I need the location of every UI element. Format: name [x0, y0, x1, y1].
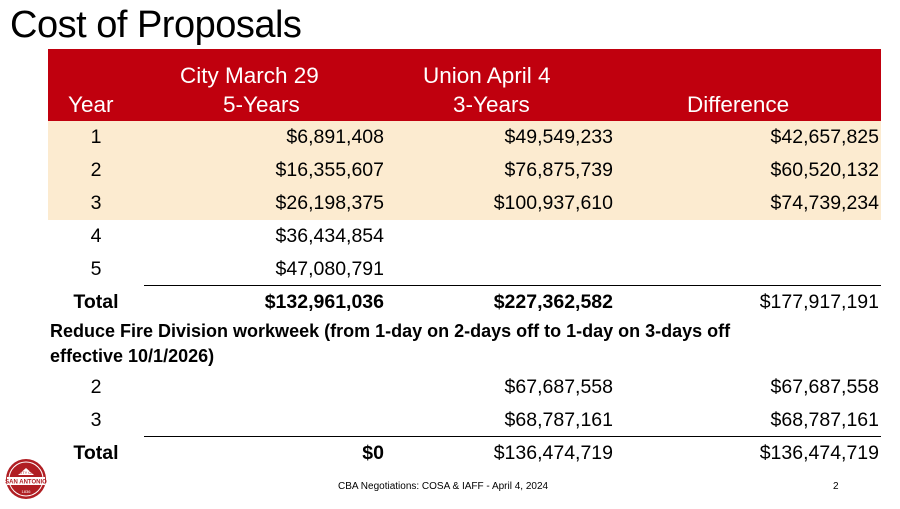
table-row	[48, 220, 881, 253]
note-line-2: effective 10/1/2026)	[50, 346, 215, 366]
table-header	[48, 49, 881, 121]
logo-top-text: CITY OF	[18, 470, 34, 475]
header-city-line2: 5-Years	[223, 92, 300, 117]
city-total: $132,961,036	[264, 291, 384, 313]
slide-title: Cost of Proposals	[10, 4, 302, 46]
year-cell: 2	[90, 376, 102, 398]
header-difference: Difference	[687, 92, 790, 117]
difference-cell: $74,739,234	[770, 192, 879, 214]
difference-cell: $67,687,558	[770, 376, 879, 398]
table-row	[48, 371, 881, 404]
union-cell: $67,687,558	[504, 376, 613, 398]
cost-table	[48, 49, 881, 470]
total-row	[48, 286, 881, 319]
table-row	[48, 187, 881, 220]
year-cell: 3	[90, 409, 102, 431]
union-cell: $100,937,610	[493, 192, 613, 214]
page-number: 2	[833, 481, 839, 492]
total-label: Total	[73, 291, 119, 313]
logo-year-text: 1836	[21, 489, 31, 494]
city-cell: $26,198,375	[275, 192, 384, 214]
city-cell: $6,891,408	[286, 126, 384, 148]
year-cell: 1	[90, 126, 102, 148]
city-cell: $36,434,854	[275, 225, 384, 247]
workweek-note	[48, 319, 881, 371]
table-row	[48, 253, 881, 286]
logo-main-text: SAN ANTONIO	[5, 479, 47, 486]
table-row	[48, 121, 881, 154]
union-cell: $76,875,739	[504, 159, 613, 181]
union-total: $227,362,582	[493, 291, 613, 313]
header-union-line2: 3-Years	[453, 92, 530, 117]
header-union-line1: Union April 4	[423, 63, 551, 88]
union-total: $136,474,719	[493, 442, 613, 464]
difference-cell: $60,520,132	[770, 159, 879, 181]
difference-total: $177,917,191	[759, 291, 879, 313]
year-cell: 5	[90, 258, 102, 280]
table-row	[48, 404, 881, 437]
city-cell: $47,080,791	[275, 258, 384, 280]
difference-total: $136,474,719	[759, 442, 879, 464]
year-cell: 3	[90, 192, 102, 214]
total-row	[48, 437, 881, 470]
note-line-1: Reduce Fire Division workweek (from 1-day on 2-days off to 1-day on 3-days off	[50, 321, 731, 341]
table-row	[48, 154, 881, 187]
header-city-line1: City March 29	[180, 63, 319, 88]
header-year: Year	[68, 92, 114, 117]
total-label: Total	[73, 442, 119, 464]
union-cell: $68,787,161	[504, 409, 613, 431]
city-seal-logo	[4, 457, 48, 501]
difference-cell: $42,657,825	[770, 126, 879, 148]
difference-cell: $68,787,161	[770, 409, 879, 431]
city-cell: $16,355,607	[275, 159, 384, 181]
city-total: $0	[362, 442, 384, 464]
union-cell: $49,549,233	[504, 126, 613, 148]
year-cell: 2	[90, 159, 102, 181]
year-cell: 4	[90, 225, 102, 247]
footer-text: CBA Negotiations: COSA & IAFF - April 4, 2024	[338, 481, 549, 492]
